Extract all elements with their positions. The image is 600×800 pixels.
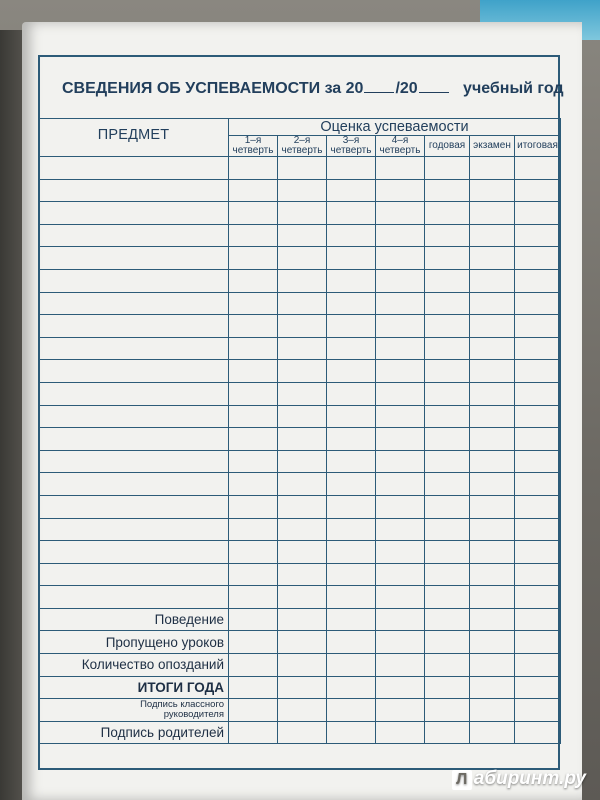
summary-label-line2: руководителя (163, 709, 224, 721)
row-label-cell[interactable] (39, 518, 229, 541)
grades-table (38, 118, 561, 744)
grade-cell[interactable] (515, 179, 561, 202)
column-header-1 (278, 136, 327, 157)
grade-cell[interactable] (515, 608, 561, 631)
grade-cell[interactable] (278, 495, 327, 518)
row-label-cell (39, 631, 229, 654)
title-za: за 20 (324, 80, 364, 97)
grade-cell[interactable] (278, 563, 327, 586)
grade-cell[interactable] (229, 495, 278, 518)
grade-cell[interactable] (515, 450, 561, 473)
grade-cell[interactable] (515, 157, 561, 180)
grade-cell[interactable] (425, 224, 470, 247)
grade-cell[interactable] (229, 179, 278, 202)
grade-cell[interactable] (470, 699, 515, 722)
summary-label: ИТОГИ ГОДА (137, 679, 224, 695)
column-header-line2: четверть (232, 145, 274, 156)
grade-cell[interactable] (470, 360, 515, 383)
grade-cell[interactable] (229, 405, 278, 428)
subject-row (39, 224, 561, 247)
grade-cell[interactable] (425, 654, 470, 677)
grade-cell[interactable] (425, 473, 470, 496)
grade-cell[interactable] (470, 337, 515, 360)
grade-cell[interactable] (376, 631, 425, 654)
summary-label: Пропущено уроков (105, 634, 224, 650)
grade-cell[interactable] (515, 495, 561, 518)
grade-header: Оценка успеваемости (229, 119, 561, 136)
column-header-line1: итоговая (517, 140, 558, 151)
subject-row (39, 315, 561, 338)
grade-cell[interactable] (376, 676, 425, 699)
grade-cell[interactable] (515, 654, 561, 677)
row-label-cell (39, 699, 229, 722)
column-header-line2: четверть (330, 145, 372, 156)
grade-cell[interactable] (229, 721, 278, 744)
grade-cell[interactable] (470, 405, 515, 428)
row-label-cell[interactable] (39, 563, 229, 586)
grade-cell[interactable] (278, 654, 327, 677)
summary-row (39, 676, 561, 699)
grade-cell[interactable] (515, 315, 561, 338)
grade-cell[interactable] (278, 315, 327, 338)
grade-cell[interactable] (229, 202, 278, 225)
grade-cell[interactable] (327, 721, 376, 744)
grade-cell[interactable] (425, 676, 470, 699)
subject-row (39, 179, 561, 202)
grade-cell[interactable] (278, 473, 327, 496)
grade-cell[interactable] (376, 495, 425, 518)
grade-cell[interactable] (376, 202, 425, 225)
grade-cell[interactable] (327, 518, 376, 541)
grade-cell[interactable] (515, 247, 561, 270)
row-label-cell (39, 721, 229, 744)
grade-cell[interactable] (327, 337, 376, 360)
grade-cell[interactable] (229, 269, 278, 292)
grade-cell[interactable] (425, 405, 470, 428)
grade-cell[interactable] (515, 631, 561, 654)
grade-cell[interactable] (229, 518, 278, 541)
column-header-line1: 1–я (244, 135, 262, 146)
grade-cell[interactable] (327, 315, 376, 338)
grade-cell[interactable] (376, 179, 425, 202)
grade-cell[interactable] (327, 360, 376, 383)
column-header-2 (327, 136, 376, 157)
grade-cell[interactable] (278, 247, 327, 270)
grade-cell[interactable] (376, 360, 425, 383)
watermark (452, 768, 586, 790)
grade-cell[interactable] (278, 337, 327, 360)
grade-cell[interactable] (425, 292, 470, 315)
grade-cell[interactable] (515, 473, 561, 496)
subject-row (39, 541, 561, 564)
grade-cell[interactable] (327, 405, 376, 428)
grade-cell[interactable] (470, 428, 515, 451)
summary-row (39, 654, 561, 677)
grade-cell[interactable] (470, 450, 515, 473)
grade-cell[interactable] (229, 699, 278, 722)
grade-cell[interactable] (470, 179, 515, 202)
grade-cell[interactable] (327, 428, 376, 451)
grade-cell[interactable] (229, 337, 278, 360)
grade-cell[interactable] (327, 450, 376, 473)
column-header-line1: 4–я (391, 135, 409, 146)
grade-cell[interactable] (515, 676, 561, 699)
grade-cell[interactable] (229, 450, 278, 473)
grade-cell[interactable] (425, 179, 470, 202)
summary-row (39, 699, 561, 722)
row-label-cell[interactable] (39, 382, 229, 405)
grade-cell[interactable] (327, 631, 376, 654)
column-header-5 (470, 136, 515, 157)
grade-cell[interactable] (229, 292, 278, 315)
grade-cell[interactable] (515, 224, 561, 247)
grade-cell[interactable] (327, 495, 376, 518)
grade-cell[interactable] (229, 247, 278, 270)
subject-row (39, 428, 561, 451)
grade-cell[interactable] (470, 586, 515, 609)
grade-cell[interactable] (470, 608, 515, 631)
grade-cell[interactable] (425, 541, 470, 564)
grade-cell[interactable] (278, 450, 327, 473)
column-header-3 (376, 136, 425, 157)
grade-cell[interactable] (470, 631, 515, 654)
row-label-cell[interactable] (39, 586, 229, 609)
subject-row (39, 360, 561, 383)
grade-cell[interactable] (278, 699, 327, 722)
grade-cell[interactable] (470, 541, 515, 564)
grade-cell[interactable] (278, 586, 327, 609)
grade-cell[interactable] (327, 224, 376, 247)
row-label-cell[interactable] (39, 269, 229, 292)
summary-label-line1: Подпись классного (140, 699, 224, 711)
row-label-cell (39, 654, 229, 677)
grade-cell[interactable] (515, 586, 561, 609)
grade-cell[interactable] (229, 586, 278, 609)
grade-cell[interactable] (376, 292, 425, 315)
grade-cell[interactable] (327, 541, 376, 564)
grade-cell[interactable] (376, 563, 425, 586)
grade-cell[interactable] (515, 202, 561, 225)
grade-cell[interactable] (229, 428, 278, 451)
row-label-cell[interactable] (39, 292, 229, 315)
row-label-cell[interactable] (39, 247, 229, 270)
row-label-cell[interactable] (39, 315, 229, 338)
grade-cell[interactable] (376, 654, 425, 677)
grade-cell[interactable] (425, 608, 470, 631)
grade-cell[interactable] (425, 450, 470, 473)
grade-cell[interactable] (327, 676, 376, 699)
subject-row (39, 518, 561, 541)
grade-cell[interactable] (229, 563, 278, 586)
title-main: СВЕДЕНИЯ ОБ УСПЕВАЕМОСТИ (62, 80, 321, 97)
grade-cell[interactable] (229, 473, 278, 496)
subject-header: ПРЕДМЕТ (39, 119, 229, 157)
column-header-line2: четверть (379, 145, 421, 156)
grade-cell[interactable] (376, 518, 425, 541)
grade-cell[interactable] (470, 654, 515, 677)
grade-cell[interactable] (376, 608, 425, 631)
column-header-4 (425, 136, 470, 157)
grade-cell[interactable] (327, 586, 376, 609)
grade-cell[interactable] (327, 473, 376, 496)
grade-cell[interactable] (425, 337, 470, 360)
year-blank-2[interactable] (419, 78, 449, 93)
row-label-cell[interactable] (39, 360, 229, 383)
subject-row (39, 563, 561, 586)
grade-cell[interactable] (515, 292, 561, 315)
grade-cell[interactable] (470, 495, 515, 518)
grade-cell[interactable] (376, 450, 425, 473)
grade-cell[interactable] (515, 721, 561, 744)
grade-cell[interactable] (376, 428, 425, 451)
grade-cell[interactable] (515, 360, 561, 383)
grade-cell[interactable] (278, 541, 327, 564)
grade-cell[interactable] (327, 699, 376, 722)
grade-cell[interactable] (470, 292, 515, 315)
row-label-cell[interactable] (39, 337, 229, 360)
grade-cell[interactable] (376, 473, 425, 496)
grade-cell[interactable] (376, 337, 425, 360)
grade-cell[interactable] (376, 315, 425, 338)
subject-row (39, 202, 561, 225)
column-header-6 (515, 136, 561, 157)
grade-cell[interactable] (278, 631, 327, 654)
grade-cell[interactable] (425, 360, 470, 383)
grade-cell[interactable] (327, 202, 376, 225)
grade-cell[interactable] (229, 315, 278, 338)
summary-row (39, 608, 561, 631)
year-blank-1[interactable] (364, 78, 394, 93)
grade-cell[interactable] (278, 721, 327, 744)
subject-row (39, 292, 561, 315)
grade-cell[interactable] (327, 157, 376, 180)
grade-cell[interactable] (229, 654, 278, 677)
grade-cell[interactable] (278, 292, 327, 315)
subject-row (39, 382, 561, 405)
grade-cell[interactable] (376, 269, 425, 292)
grade-cell[interactable] (515, 405, 561, 428)
grade-cell[interactable] (278, 157, 327, 180)
grade-cell[interactable] (425, 721, 470, 744)
grade-cell[interactable] (327, 247, 376, 270)
grade-cell[interactable] (376, 541, 425, 564)
row-label-cell[interactable] (39, 495, 229, 518)
grade-cell[interactable] (229, 360, 278, 383)
subject-row (39, 586, 561, 609)
summary-label: Подпись родителей (100, 725, 224, 741)
grade-cell[interactable] (376, 699, 425, 722)
subject-row (39, 450, 561, 473)
summary-label: Поведение (154, 612, 224, 628)
grade-cell[interactable] (327, 382, 376, 405)
grade-cell[interactable] (425, 586, 470, 609)
grade-cell[interactable] (229, 382, 278, 405)
grade-cell[interactable] (229, 541, 278, 564)
grade-cell[interactable] (470, 382, 515, 405)
summary-label: Количество опозданий (81, 657, 224, 673)
grade-cell[interactable] (425, 518, 470, 541)
subject-row (39, 247, 561, 270)
grade-cell[interactable] (278, 179, 327, 202)
grade-cell[interactable] (376, 247, 425, 270)
grade-cell[interactable] (327, 654, 376, 677)
grade-cell[interactable] (515, 699, 561, 722)
subject-row (39, 473, 561, 496)
grade-cell[interactable] (515, 337, 561, 360)
column-header-line1: 3–я (342, 135, 360, 146)
row-label-cell[interactable] (39, 202, 229, 225)
subject-row (39, 495, 561, 518)
grade-cell[interactable] (376, 405, 425, 428)
column-header-line1: годовая (428, 140, 466, 151)
title-year: учебный год (463, 80, 564, 97)
grade-cell[interactable] (425, 699, 470, 722)
grade-cell[interactable] (278, 518, 327, 541)
column-header-line2: четверть (281, 145, 323, 156)
grade-cell[interactable] (278, 382, 327, 405)
grade-cell[interactable] (470, 721, 515, 744)
grade-cell[interactable] (376, 382, 425, 405)
grade-cell[interactable] (229, 224, 278, 247)
page-title (62, 78, 562, 102)
grade-cell[interactable] (327, 608, 376, 631)
grade-cell[interactable] (327, 292, 376, 315)
watermark-brand: абиринт.ру (473, 768, 586, 789)
grade-cell[interactable] (470, 676, 515, 699)
grade-cell[interactable] (425, 247, 470, 270)
grade-cell[interactable] (470, 269, 515, 292)
grade-cell[interactable] (425, 157, 470, 180)
grade-cell[interactable] (376, 157, 425, 180)
row-label-cell[interactable] (39, 157, 229, 180)
grade-cell[interactable] (425, 563, 470, 586)
grade-cell[interactable] (278, 269, 327, 292)
column-header-line1: экзамен (473, 140, 511, 151)
row-label-cell (39, 608, 229, 631)
grade-cell[interactable] (470, 202, 515, 225)
summary-row (39, 631, 561, 654)
grade-cell[interactable] (278, 608, 327, 631)
grade-cell[interactable] (470, 563, 515, 586)
grade-cell[interactable] (425, 382, 470, 405)
grade-cell[interactable] (278, 224, 327, 247)
grade-cell[interactable] (515, 563, 561, 586)
grade-cell[interactable] (229, 157, 278, 180)
grade-cell[interactable] (229, 608, 278, 631)
grade-cell[interactable] (425, 631, 470, 654)
grade-cell[interactable] (470, 247, 515, 270)
grade-cell[interactable] (376, 721, 425, 744)
grade-cell[interactable] (278, 428, 327, 451)
row-label-cell (39, 676, 229, 699)
subject-row (39, 337, 561, 360)
subject-row (39, 269, 561, 292)
grade-cell[interactable] (327, 563, 376, 586)
grade-cell[interactable] (470, 473, 515, 496)
grade-cell[interactable] (376, 224, 425, 247)
grade-cell[interactable] (425, 428, 470, 451)
subject-row (39, 405, 561, 428)
grade-cell[interactable] (229, 676, 278, 699)
grade-cell[interactable] (515, 428, 561, 451)
grade-cell[interactable] (278, 676, 327, 699)
grade-cell[interactable] (229, 631, 278, 654)
row-label-cell[interactable] (39, 450, 229, 473)
grade-cell[interactable] (278, 202, 327, 225)
grade-cell[interactable] (515, 541, 561, 564)
grade-cell[interactable] (278, 360, 327, 383)
row-label-cell[interactable] (39, 428, 229, 451)
grade-cell[interactable] (470, 518, 515, 541)
grade-cell[interactable] (515, 269, 561, 292)
column-header-0 (229, 136, 278, 157)
grade-cell[interactable] (515, 382, 561, 405)
grade-cell[interactable] (470, 315, 515, 338)
grade-cell[interactable] (425, 315, 470, 338)
watermark-logo: Л (452, 770, 472, 790)
row-label-cell[interactable] (39, 473, 229, 496)
title-slash: /20 (395, 80, 418, 97)
grade-cell[interactable] (278, 405, 327, 428)
grade-cell[interactable] (425, 202, 470, 225)
row-label-cell[interactable] (39, 405, 229, 428)
grade-cell[interactable] (425, 269, 470, 292)
column-header-line1: 2–я (293, 135, 311, 146)
grade-cell[interactable] (425, 495, 470, 518)
summary-row (39, 721, 561, 744)
subject-row (39, 157, 561, 180)
grade-cell[interactable] (327, 179, 376, 202)
grade-cell[interactable] (376, 586, 425, 609)
row-label-cell[interactable] (39, 179, 229, 202)
grade-cell[interactable] (327, 269, 376, 292)
row-label-cell[interactable] (39, 224, 229, 247)
row-label-cell[interactable] (39, 541, 229, 564)
grade-cell[interactable] (515, 518, 561, 541)
grade-cell[interactable] (470, 157, 515, 180)
grade-cell[interactable] (470, 224, 515, 247)
